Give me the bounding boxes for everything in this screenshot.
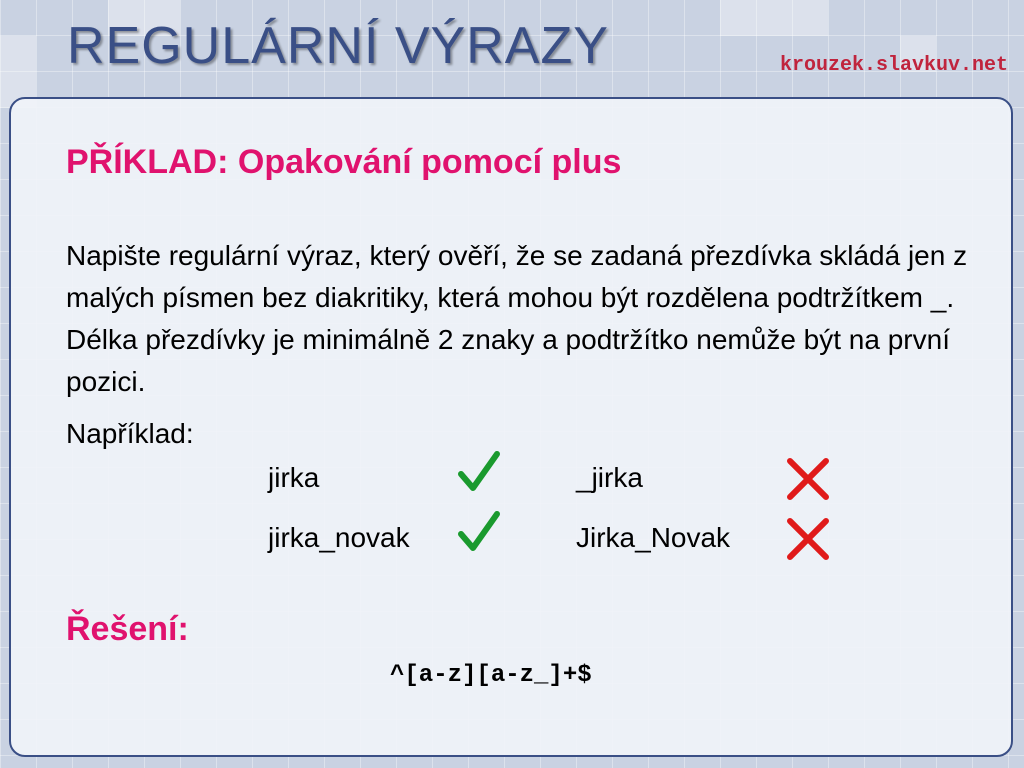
check-icon [455,448,503,496]
check-icon [455,508,503,556]
cross-icon [784,515,832,563]
cross-icon [784,455,832,503]
solution-heading: Řešení: [66,610,189,648]
example-jirka-novak: jirka_novak [268,522,410,553]
background-tile [720,0,828,36]
site-url: krouzek.slavkuv.net [779,54,1008,77]
solution-regex: ^[a-z][a-z_]+$ [390,662,592,689]
example-jirka: jirka [268,462,320,493]
example-capital-jirka-novak: Jirka_Novak [576,522,731,553]
slide-title: REGULÁRNÍ VÝRAZY [67,17,609,75]
example-label: Například: [66,418,194,449]
example-underscore-jirka: _jirka [576,462,643,493]
example-heading: PŘÍKLAD: Opakování pomocí plus [66,143,622,181]
task-description: Napište regulární výraz, který ověří, že se zadaná přezdívka skládá jen z malých písmen bez diakritiky, která mohou být rozdělena podtržítkem _. Délka přezdívky je minimálně 2 znaky a podtržítko nemůže být na první pozici. [66,240,968,397]
